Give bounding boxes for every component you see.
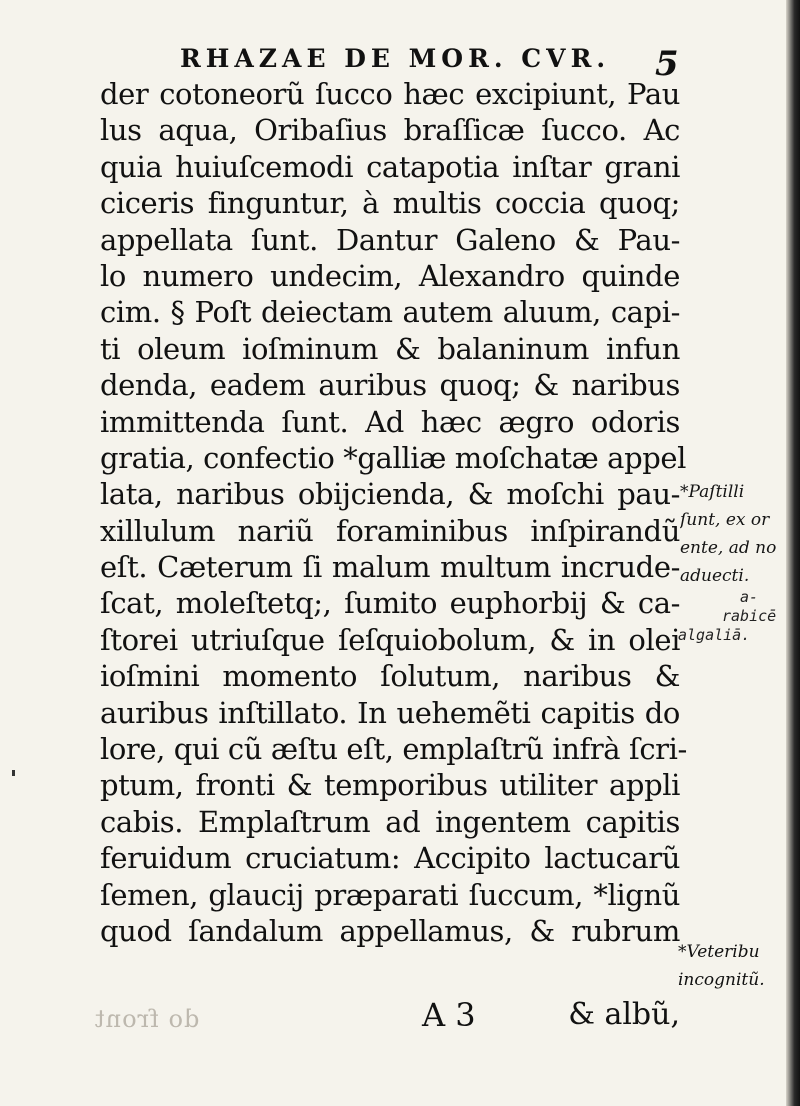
- margin-note-line: incognitũ.: [678, 970, 765, 990]
- text-line: ti oleum ioſminum & balaninum infun: [100, 331, 680, 366]
- text-line: lo numero undecim, Alexandro quinde: [100, 258, 680, 293]
- text-line: cabis. Emplaſtrum ad ingentem capitis: [100, 804, 680, 839]
- text-line: lus aqua, Oribaſius braſſicæ ſucco. Ac: [100, 113, 680, 148]
- body-text: [100, 76, 687, 949]
- bleed-through-text: do front: [94, 1005, 200, 1033]
- text-line: ſtorei utriuſque ſeſquiobolum, & in olei: [100, 622, 680, 657]
- handwritten-line: algaliā.: [678, 626, 751, 644]
- text-line: ptum, fronti & temporibus utiliter appli: [100, 768, 680, 803]
- text-line: lata, naribus obijcienda, & moſchi pau-: [100, 477, 680, 512]
- margin-note-line: *Paſtilli: [680, 482, 745, 502]
- text-line: ciceris finguntur, à multis coccia quoq;: [100, 186, 680, 221]
- margin-note-line: ſunt, ex or: [680, 510, 770, 530]
- margin-note-line: *Veteribu: [678, 942, 760, 962]
- margin-note-veteribus: [678, 938, 790, 994]
- text-line: lore, qui cũ æſtu eſt, emplaſtrũ infrà ſcri-: [100, 732, 687, 767]
- margin-note-line: aduecti.: [680, 566, 750, 586]
- text-line: der cotoneorũ ſucco hæc excipiunt, Pau: [100, 77, 680, 111]
- margin-note-line: ente, ad no: [680, 538, 777, 558]
- text-line: xillulum nariũ foraminibus inſpirandũ: [100, 513, 680, 548]
- handwritten-line: rabicē: [722, 607, 777, 625]
- text-line: immittenda ſunt. Ad hæc ægro odoris: [100, 404, 680, 439]
- page-number: 5: [655, 44, 679, 84]
- text-line: feruidum cruciatum: Accipito lactucarũ: [100, 841, 680, 876]
- text-line: quia huiuſcemodi catapotia inſtar grani: [100, 149, 680, 184]
- text-line: gratia, confectio *galliæ moſchatæ appel: [100, 440, 687, 475]
- page-footer: [100, 995, 680, 1035]
- handwritten-annotation: [678, 588, 790, 645]
- text-line: eſt. Cæterum ſi malum multum incrude-: [100, 550, 680, 585]
- text-line: auribus inſtillato. In uehemẽti capitis do: [100, 695, 680, 730]
- catchword: & albũ,: [568, 997, 680, 1032]
- text-line: ſcat, moleſtetq;, ſumito euphorbij & ca-: [100, 586, 680, 621]
- text-line: cim. § Poſt deiectam autem aluum, capi-: [100, 295, 680, 330]
- margin-note-pastilli: [680, 478, 792, 590]
- signature-mark: A 3: [422, 996, 476, 1034]
- text-line: appellata ſunt. Dantur Galeno & Pau-: [100, 222, 680, 257]
- handwritten-line: a-: [740, 588, 759, 606]
- text-line: quod ſandalum appellamus, & rubrum: [100, 913, 680, 948]
- running-head: RHAZAE DE MOR. CVR.: [180, 44, 611, 73]
- ink-speck: [12, 770, 15, 776]
- text-line: ioſmini momento ſolutum, naribus &: [100, 659, 680, 694]
- text-line: denda, eadem auribus quoq; & naribus: [100, 368, 680, 403]
- text-line: ſemen, glaucij præparati ſuccum, *lignũ: [100, 877, 680, 912]
